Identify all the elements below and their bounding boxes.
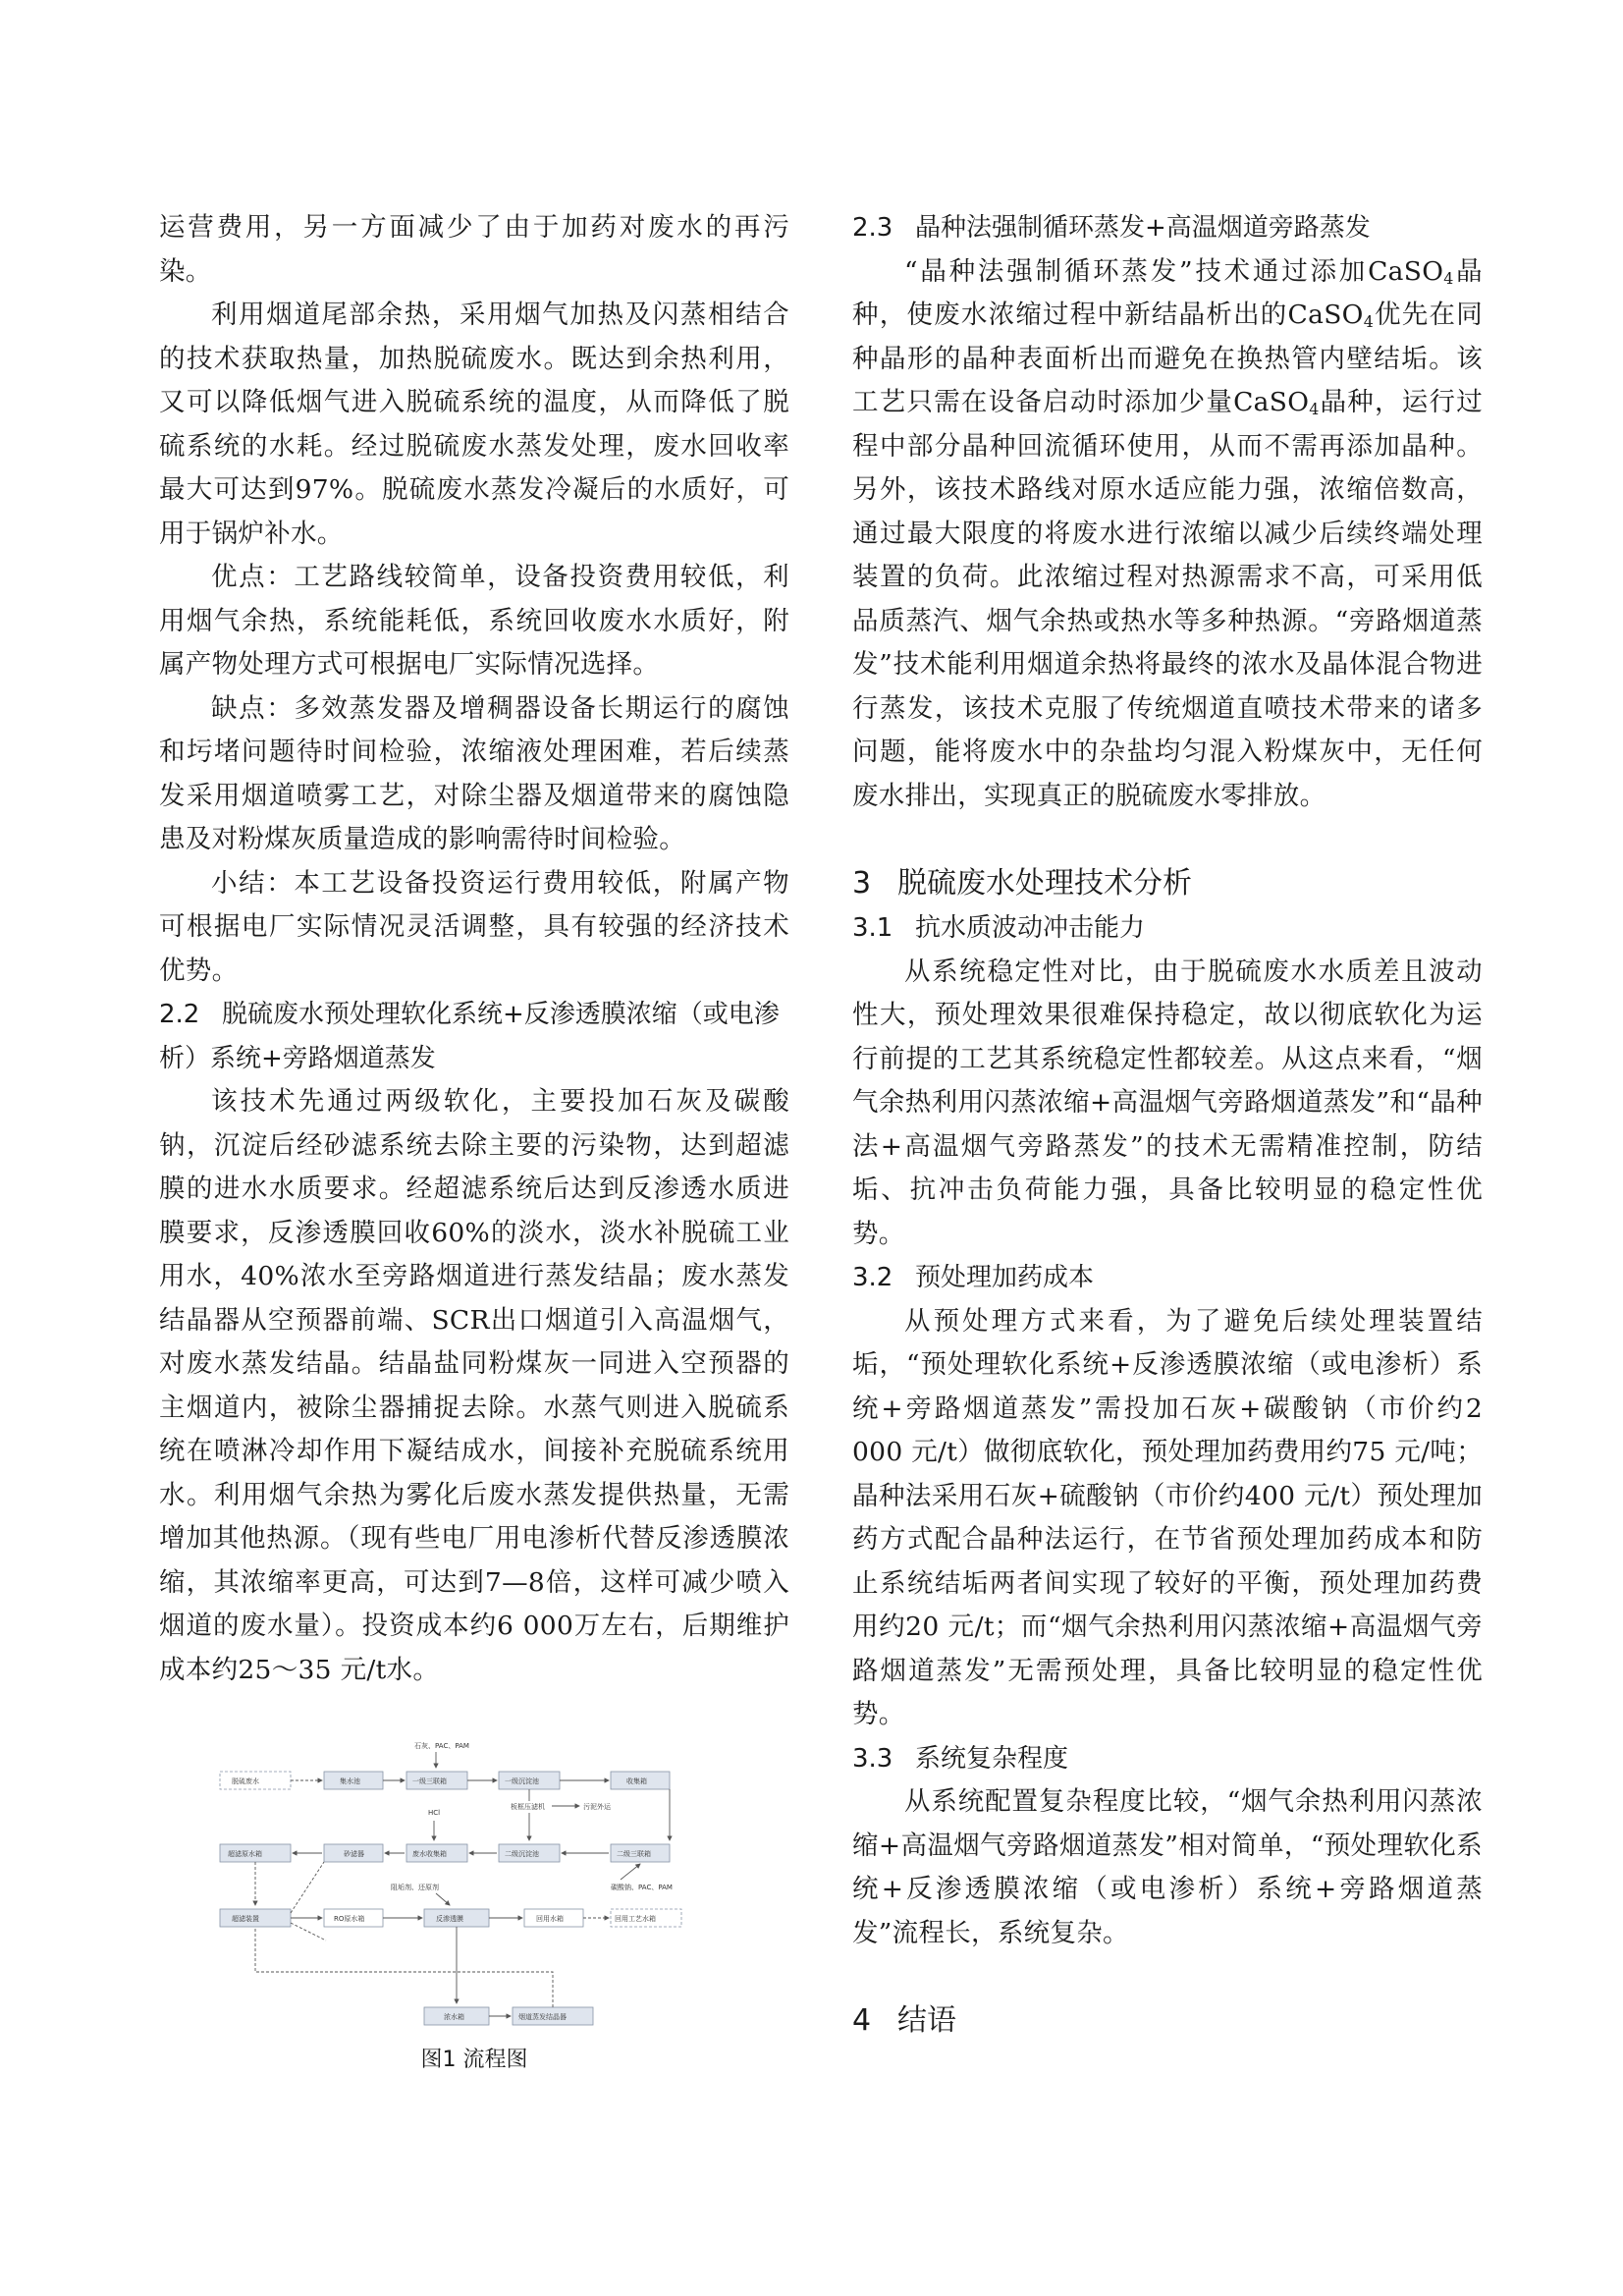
box-label: 砂滤器 bbox=[344, 1850, 364, 1858]
box-label: RO原水箱 bbox=[334, 1915, 365, 1923]
section-title: 抗水质波动冲击能力 bbox=[915, 913, 1146, 943]
paragraph: 运营费用，另一方面减少了由于加药对废水的再污染。 bbox=[159, 212, 789, 287]
section-number: 3 bbox=[852, 866, 872, 901]
section-number: 3.1 bbox=[852, 913, 893, 943]
section-number: 3.2 bbox=[852, 1263, 893, 1292]
box-label: 二级沉淀池 bbox=[505, 1850, 539, 1858]
box-label: 浓水箱 bbox=[444, 2013, 464, 2021]
box-label: 回用工艺水箱 bbox=[615, 1915, 656, 1923]
hcl-label: HCl bbox=[428, 1809, 441, 1817]
section-heading-4 bbox=[852, 1998, 1483, 2044]
section-heading-3-1 bbox=[852, 906, 1483, 951]
paragraph: “晶种法强制循环蒸发”技术通过添加CaSO$_4$晶种，使废水浓缩过程中新结晶析出的CaSO$_4$优先在同种晶形的晶种表面析出而避免在换热管内壁结垢。该工艺只需在设备启动时添加少量CaSO$_4$晶种，运行过程中部分晶种回流循环使用，从而不需再添加晶种。另外，该技术路线对原水适应能力强，浓缩倍数高，通过最大限度的将废水进行浓缩以减少后续终端处理装置的负荷。此浓缩过程对热源需求不高，可采用低品质蒸汽、烟气余热或热水等多种热源。“旁路烟道蒸发”技术能利用烟道余热将最终的浓水及晶体混合物进行蒸发，该技术克服了传统烟道直喷技术带来的诸多问题，能将废水中的杂盐均匀混入粉煤灰中，无任何废水排出，实现真正的脱硫废水零排放。 bbox=[852, 255, 1483, 811]
paragraph: 缺点：多效蒸发器及增稠器设备长期运行的腐蚀和圬堵问题待时间检验，浓缩液处理困难，若后续蒸发采用烟道喷雾工艺，对除尘器及烟道带来的腐蚀隐患及对粉煤灰质量造成的影响需待时间检验。 bbox=[159, 692, 789, 854]
section-heading-3 bbox=[852, 861, 1483, 906]
section-heading-3-3 bbox=[852, 1737, 1483, 1781]
section-heading-3-2 bbox=[852, 1256, 1483, 1300]
box-label: 超滤装置 bbox=[232, 1915, 259, 1923]
flowchart-figure bbox=[218, 1736, 729, 2041]
box-label: 二级三联箱 bbox=[617, 1850, 651, 1858]
section-number: 4 bbox=[852, 2003, 872, 2038]
section-heading-2-2 bbox=[159, 993, 789, 1080]
paragraph: 从预处理方式来看，为了避免后续处理装置结垢，“预处理软化系统+反渗透膜浓缩（或电渗析）系统+旁路烟道蒸发”需投加石灰+碳酸钠（市价约2 000 元/t）做彻底软化，预处理加药费用约75 元/吨；晶种法采用石灰+硫酸钠（市价约400 元/t）预处理加药方式配合晶种法运行，在节省预处理加药成本和防止系统结垢两者间实现了较好的平衡，预处理加药费用约20 元/t；而“烟气余热利用闪蒸浓缩+高温烟气旁路烟道蒸发”无需预处理，具备比较明显的稳定性优势。 bbox=[852, 1305, 1483, 1729]
section-title: 预处理加药成本 bbox=[915, 1263, 1095, 1292]
additive-label-top: 石灰、PAC、PAM bbox=[414, 1742, 469, 1750]
left-column bbox=[159, 206, 789, 1692]
scale-inhibitor-label: 阻垢剂、还原剂 bbox=[391, 1884, 439, 1891]
paragraph: 从系统稳定性对比，由于脱硫废水水质差且波动性大，预处理效果很难保持稳定，故以彻底软化为运行前提的工艺其系统稳定性都较差。从这点来看，“烟气余热利用闪蒸浓缩+高温烟气旁路烟道蒸发”和“晶种法+高温烟气旁路蒸发”的技术无需精准控制，防结垢、抗冲击负荷能力强，具备比较明显的稳定性优势。 bbox=[852, 956, 1483, 1249]
box-label: 回用水箱 bbox=[536, 1915, 564, 1923]
section-number: 2.2 bbox=[159, 1000, 200, 1029]
section-title: 脱硫废水预处理软化系统+反渗透膜浓缩（或电渗析）系统+旁路烟道蒸发 bbox=[159, 1000, 780, 1073]
sludge-label: 污泥外运 bbox=[583, 1803, 611, 1811]
filter-press-label: 板框压滤机 bbox=[511, 1803, 545, 1811]
paragraph: 利用烟道尾部余热，采用烟气加热及闪蒸相结合的技术获取热量，加热脱硫废水。既达到余热利用，又可以降低烟气进入脱硫系统的温度，从而降低了脱硫系统的水耗。经过脱硫废水蒸发处理，废水回收率最大可达到97%。脱硫废水蒸发冷凝后的水质好，可用于锅炉补水。 bbox=[159, 300, 789, 549]
section-title: 结语 bbox=[897, 2003, 956, 2038]
paragraph: 小结：本工艺设备投资运行费用较低，附属产物可根据电厂实际情况灵活调整，具有较强的经济技术优势。 bbox=[159, 867, 789, 986]
box-label: 收集箱 bbox=[626, 1777, 647, 1785]
box-label: 反渗透膜 bbox=[436, 1915, 463, 1923]
section-heading-2-3 bbox=[852, 206, 1483, 250]
figure-caption: 图1 流程图 bbox=[420, 2048, 528, 2072]
paragraph: 优点：工艺路线较简单，设备投资费用较低，利用烟气余热，系统能耗低，系统回收废水水质好，附属产物处理方式可根据电厂实际情况选择。 bbox=[159, 562, 789, 680]
box-label: 废水收集箱 bbox=[412, 1850, 447, 1858]
box-label: 超滤原水箱 bbox=[228, 1850, 262, 1858]
paragraph: 从系统配置复杂程度比较，“烟气余热利用闪蒸浓缩+高温烟气旁路烟道蒸发”相对简单，“预处理软化系统+反渗透膜浓缩（或电渗析）系统+旁路烟道蒸发”流程长，系统复杂。 bbox=[852, 1786, 1483, 1948]
box-label: 一级三联箱 bbox=[412, 1777, 447, 1785]
section-title: 脱硫废水处理技术分析 bbox=[897, 866, 1192, 901]
section-number: 2.3 bbox=[852, 213, 893, 243]
section-title: 晶种法强制循环蒸发+高温烟道旁路蒸发 bbox=[915, 213, 1371, 243]
box-label: 脱硫废水 bbox=[232, 1777, 259, 1785]
right-column bbox=[852, 206, 1483, 2044]
box-label: 集水池 bbox=[340, 1777, 360, 1785]
section-title: 系统复杂程度 bbox=[915, 1743, 1069, 1774]
box-label: 烟道蒸发结晶器 bbox=[518, 2013, 567, 2021]
sodium-carbonate-label: 碳酸钠、PAC、PAM bbox=[611, 1884, 673, 1891]
box-label: 一级沉淀池 bbox=[505, 1777, 539, 1785]
paragraph: 该技术先通过两级软化，主要投加石灰及碳酸钠，沉淀后经砂滤系统去除主要的污染物，达到超滤膜的进水水质要求。经超滤系统后达到反渗透水质进膜要求，反渗透膜回收60%的淡水，淡水补脱硫工业用水，40%浓水至旁路烟道进行蒸发结晶；废水蒸发结晶器从空预器前端、SCR出口烟道引入高温烟气，对废水蒸发结晶。结晶盐同粉煤灰一同进入空预器的主烟道内，被除尘器捕捉去除。水蒸气则进入脱硫系统在喷淋冷却作用下凝结成水，间接补充脱硫系统用水。利用烟气余热为雾化后废水蒸发提供热量，无需增加其他热源。（现有些电厂用电渗析代替反渗透膜浓缩，其浓缩率更高，可达到7—8倍，这样可减少喷入烟道的废水量）。投资成本约6 000万左右，后期维护成本约25～35 元/t水。 bbox=[159, 1086, 789, 1685]
section-number: 3.3 bbox=[852, 1743, 893, 1774]
